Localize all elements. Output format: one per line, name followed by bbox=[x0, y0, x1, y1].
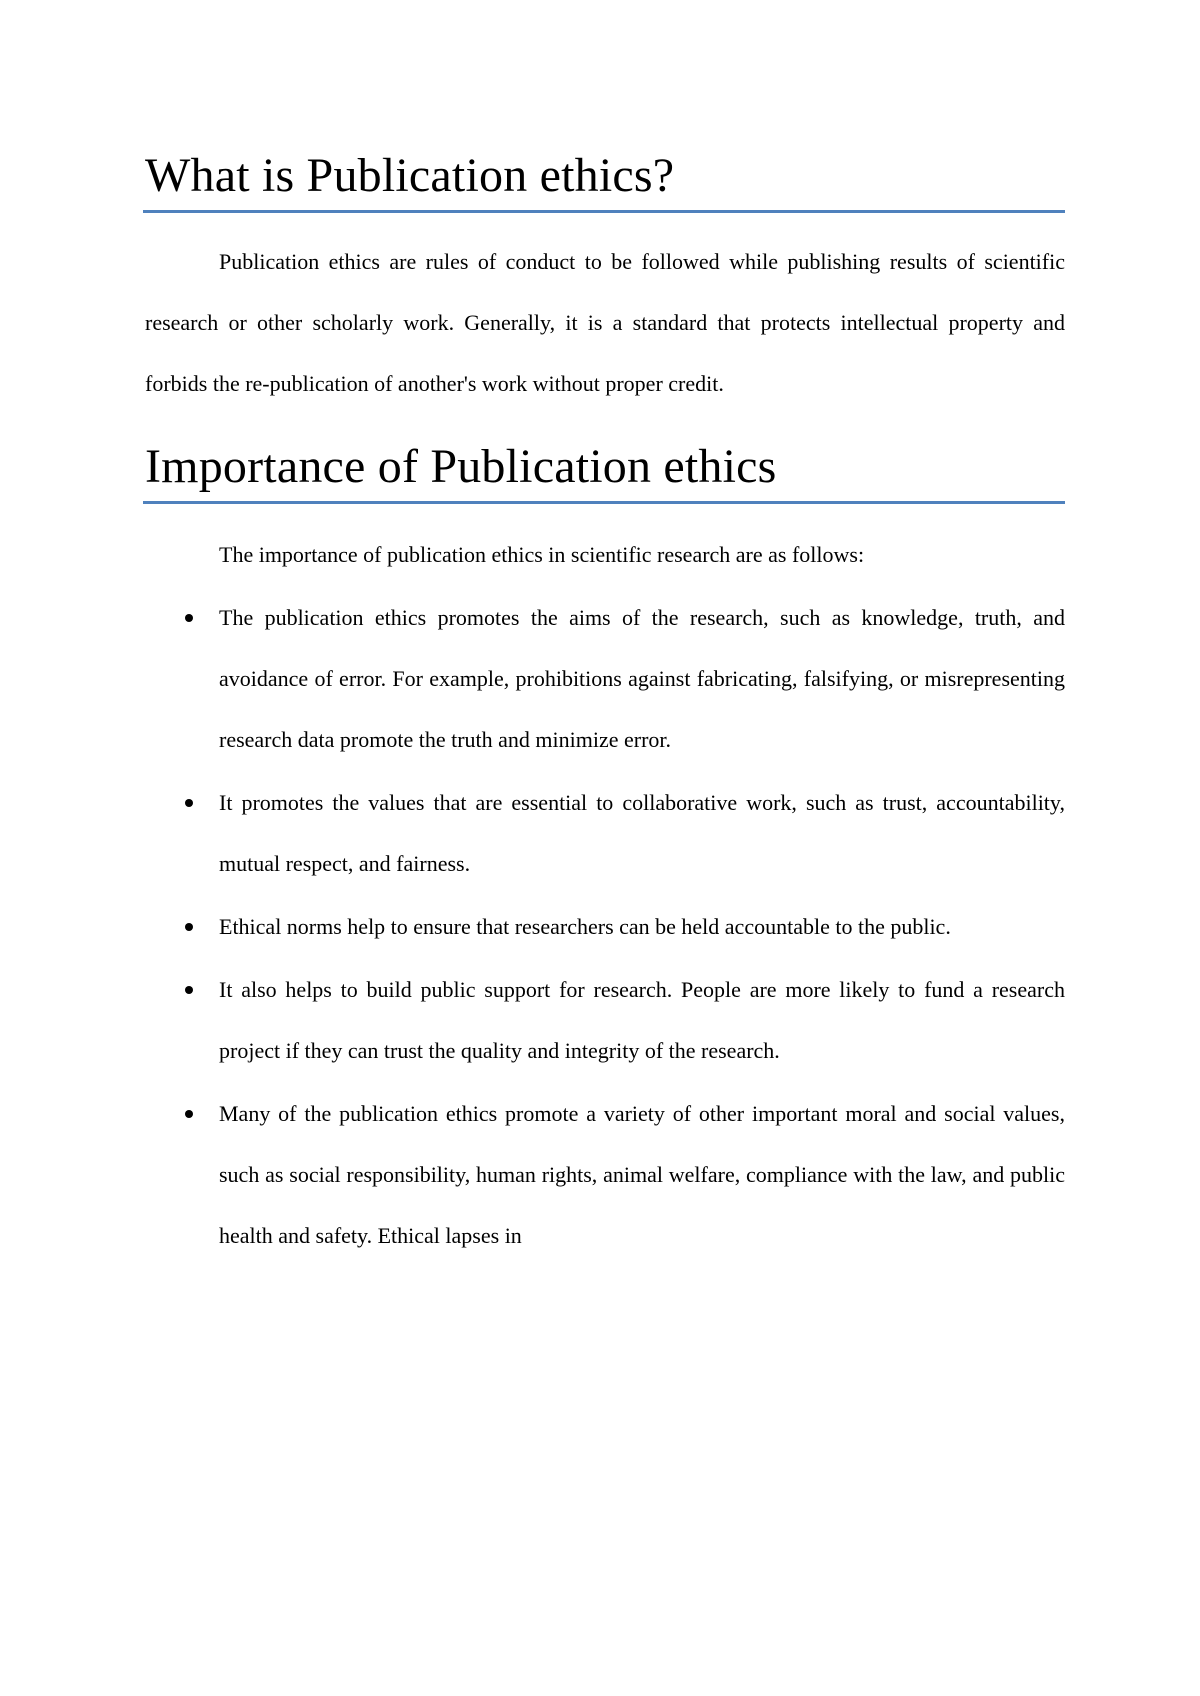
bullet-icon bbox=[185, 986, 193, 994]
list-item bbox=[145, 772, 1065, 894]
heading-importance-of-publication-ethics: Importance of Publication ethics bbox=[145, 440, 777, 493]
list-item-text: It also helps to build public support for research. People are more likely to fund a research project if they can trust the quality and integrity of the research. bbox=[219, 977, 1065, 1063]
list-item-text: Many of the publication ethics promote a variety of other important moral and social values, such as social responsibility, human rights, animal welfare, compliance with the law, and public health and safety. Ethical lapses in bbox=[219, 1101, 1065, 1248]
bullet-icon bbox=[185, 923, 193, 931]
heading-underline-rule bbox=[143, 210, 1065, 213]
list-item bbox=[145, 959, 1065, 1081]
list-item-text: It promotes the values that are essential to collaborative work, such as trust, accountability, mutual respect, and fairness. bbox=[219, 790, 1065, 876]
list-item-text: Ethical norms help to ensure that researchers can be held accountable to the public. bbox=[219, 914, 951, 939]
heading-underline-rule bbox=[143, 501, 1065, 504]
bullet-icon bbox=[185, 799, 193, 807]
section-what-is bbox=[145, 145, 1065, 414]
list-item bbox=[145, 587, 1065, 770]
heading-what-is-publication-ethics: What is Publication ethics? bbox=[145, 149, 675, 202]
bullet-icon bbox=[185, 614, 193, 622]
section-importance bbox=[145, 436, 1065, 1266]
definition-paragraph: Publication ethics are rules of conduct to be followed while publishing results of scientific research or other scholarly work. Generally, it is a standard that protects intellectual property and forbids the re-publication of another's work without proper credit. bbox=[145, 249, 1065, 396]
list-item bbox=[145, 896, 1065, 957]
importance-bullet-list bbox=[145, 587, 1065, 1266]
bullet-icon bbox=[185, 1110, 193, 1118]
list-item bbox=[145, 1083, 1065, 1266]
list-item-text: The publication ethics promotes the aims of the research, such as knowledge, truth, and avoidance of error. For example, prohibitions against fabricating, falsifying, or misrepresenting research data promote the truth and minimize error. bbox=[219, 605, 1065, 752]
page-content bbox=[145, 145, 1065, 1268]
importance-intro: The importance of publication ethics in scientific research are as follows: bbox=[219, 542, 865, 567]
